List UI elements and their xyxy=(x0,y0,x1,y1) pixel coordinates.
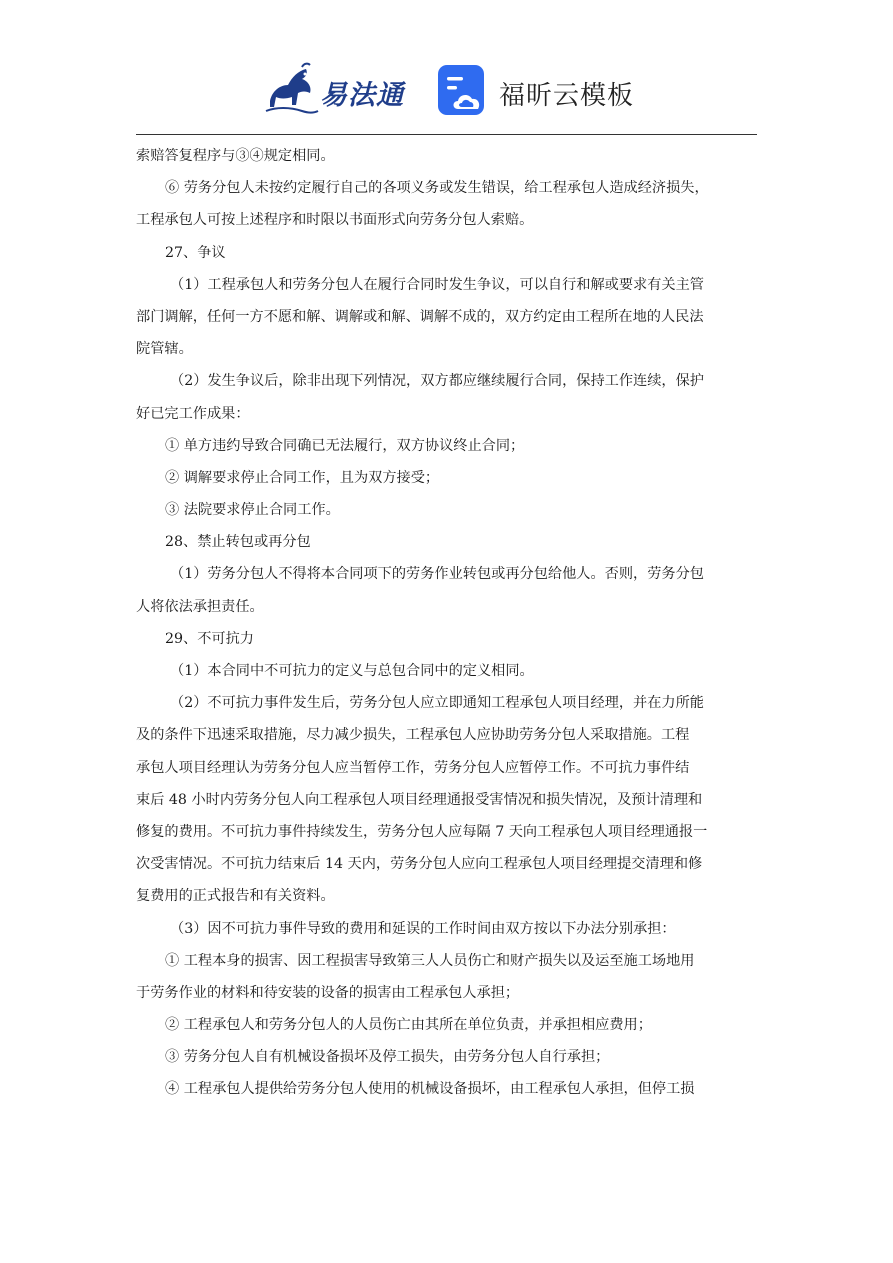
text-line: 索赔答复程序与③④规定相同。 xyxy=(136,148,335,164)
text-line: ② 调解要求停止合同工作，且为双方接受； xyxy=(165,469,440,486)
text-line: ① 工程本身的损害、因工程损害导致第三人人员伤亡和财产损失以及运至施工场地用 xyxy=(165,952,695,969)
text-line: ③ 法院要求停止合同工作。 xyxy=(165,502,340,519)
qilin-icon xyxy=(262,61,322,119)
yifatong-logo xyxy=(262,61,422,119)
text-line: （2）不可抗力事件发生后，劳务分包人应立即通知工程承包人项目经理，并在力所能 xyxy=(170,695,704,712)
text-line: 好已完工作成果： xyxy=(136,405,250,422)
text-line: 束后 48 小时内劳务分包人向工程承包人项目经理通报受害情况和损失情况，及预计清理和 xyxy=(136,791,703,808)
yifatong-logo-text: 易法通 xyxy=(320,80,404,111)
page-header xyxy=(0,55,893,125)
text-line: （1）工程承包人和劳务分包人在履行合同时发生争议，可以自行和解或要求有关主管 xyxy=(170,276,704,293)
text-line: 次受害情况。不可抗力结束后 14 天内，劳务分包人应向工程承包人项目经理提交清理和修 xyxy=(136,856,703,873)
text-line: ② 工程承包人和劳务分包人的人员伤亡由其所在单位负责，并承担相应费用； xyxy=(165,1017,652,1034)
text-line: ③ 劳务分包人自有机械设备损坏及停工损失，由劳务分包人自行承担； xyxy=(165,1049,610,1066)
text-line: （2）发生争议后，除非出现下列情况，双方都应继续履行合同，保持工作连续，保护 xyxy=(170,373,704,390)
text-line: 人将依法承担责任。 xyxy=(136,598,264,615)
header-divider xyxy=(136,134,757,135)
text-line: ⑥ 劳务分包人未按约定履行自己的各项义务或发生错误，给工程承包人造成经济损失， xyxy=(165,180,709,197)
foxit-template-logo xyxy=(436,63,636,117)
text-line: ① 单方违约导致合同确已无法履行，双方协议终止合同； xyxy=(165,437,525,454)
text-line: （3）因不可抗力事件导致的费用和延误的工作时间由双方按以下办法分别承担： xyxy=(170,920,676,937)
text-line: 修复的费用。不可抗力事件持续发生，劳务分包人应每隔 7 天向工程承包人项目经理通报一 xyxy=(136,823,708,840)
text-line: ④ 工程承包人提供给劳务分包人使用的机械设备损坏，由工程承包人承担，但停工损 xyxy=(165,1081,695,1098)
text-line: 29、不可抗力 xyxy=(165,630,254,647)
text-line: 院管辖。 xyxy=(136,341,193,358)
text-line: 部门调解，任何一方不愿和解、调解或和解、调解不成的，双方约定由工程所在地的人民法 xyxy=(136,308,704,325)
text-line: 28、禁止转包或再分包 xyxy=(165,534,311,551)
text-line: 工程承包人可按上述程序和时限以书面形式向劳务分包人索赔。 xyxy=(136,212,534,229)
text-line: （1）本合同中不可抗力的定义与总包合同中的定义相同。 xyxy=(170,663,534,679)
text-line: 复费用的正式报告和有关资料。 xyxy=(136,888,335,905)
text-line: （1）劳务分包人不得将本合同项下的劳务作业转包或再分包给他人。否则，劳务分包 xyxy=(170,566,704,583)
text-line: 及的条件下迅速采取措施，尽力减少损失，工程承包人应协助劳务分包人采取措施。工程 xyxy=(136,727,690,744)
document-body xyxy=(136,140,758,1106)
text-line: 于劳务作业的材料和待安装的设备的损害由工程承包人承担； xyxy=(136,984,520,1001)
text-line: 承包人项目经理认为劳务分包人应当暂停工作，劳务分包人应暂停工作。不可抗力事件结 xyxy=(136,759,690,776)
foxit-template-logo-text: 福昕云模板 xyxy=(499,81,635,111)
document-cloud-icon xyxy=(436,63,488,117)
text-line: 27、争议 xyxy=(165,244,226,261)
